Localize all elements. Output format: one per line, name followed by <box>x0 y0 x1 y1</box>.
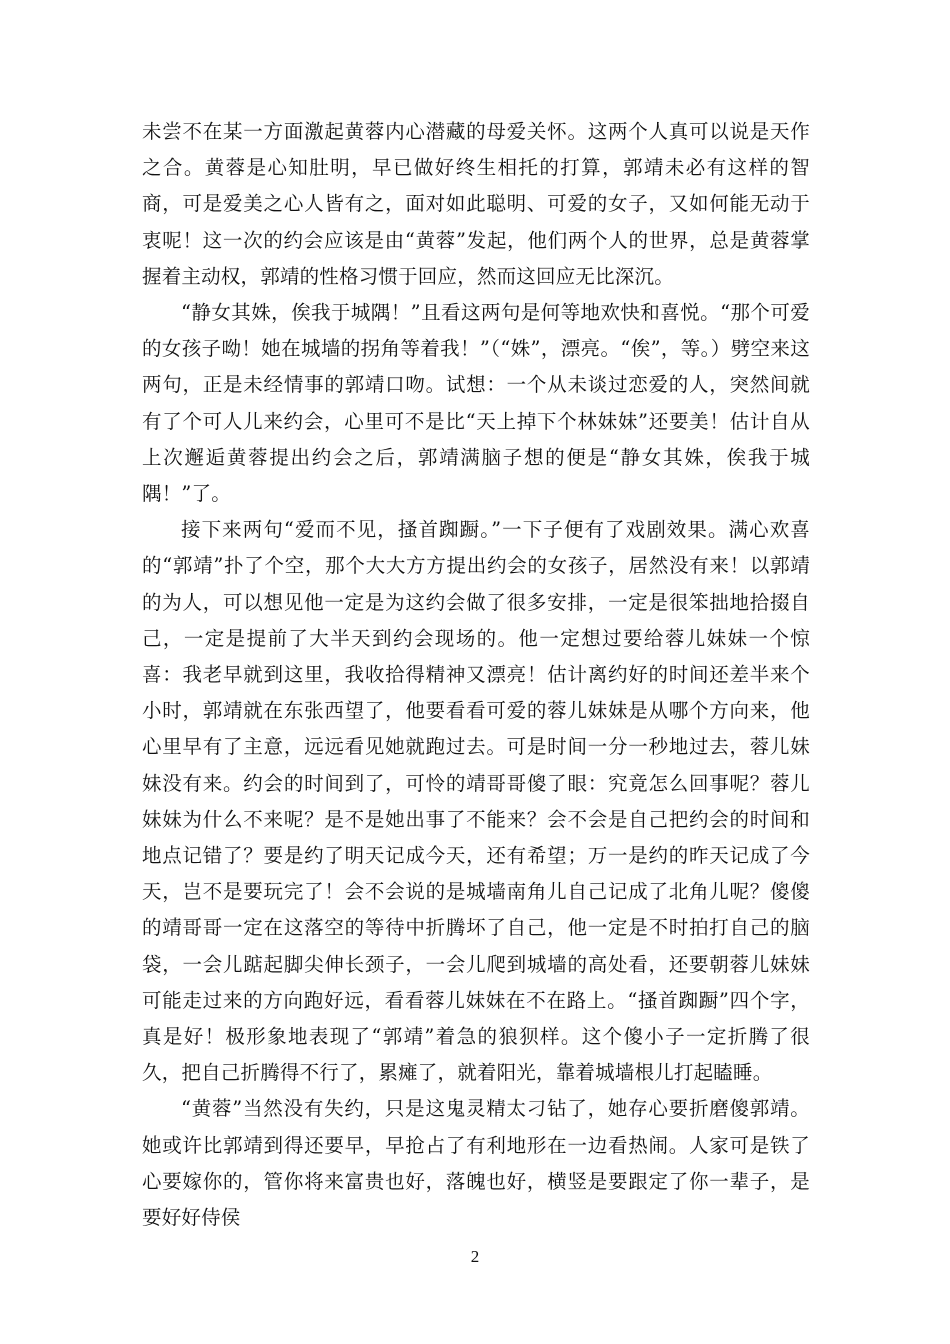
page-number: 2 <box>470 1247 480 1266</box>
paragraph-3: 接下来两句“爱而不见，搔首踟蹰。”一下子便有了戏剧效果。满心欢喜的“郭靖”扑了个空，那个大大方方提出约会的女孩子，居然没有来！以郭靖的为人，可以想见他一定是为这约会做了很多安排，一定是很笨拙地拾掇自己，一定是提前了大半天到约会现场的。他一定想过要给蓉儿妹妹一个惊喜：我老早就到这里，我收拾得精神又漂亮！估计离约好的时间还差半来个小时，郭靖就在东张西望了，他要看看可爱的蓉儿妹妹是从哪个方向来，他心里早有了主意，远远看见她就跑过去。可是时间一分一秒地过去，蓉儿妹妹没有来。约会的时间到了，可怜的靖哥哥傻了眼：究竟怎么回事呢？蓉儿妹妹为什么不来呢？是不是她出事了不能来？会不会是自己把约会的时间和地点记错了？要是约了明天记成今天，还有希望；万一是约的昨天记成了今天，岂不是要玩完了！会不会说的是城墙南角儿自己记成了北角儿呢？傻傻的靖哥哥一定在这落空的等待中折腾坏了自己，他一定是不时拍打自己的脑袋，一会儿踮起脚尖伸长颈子，一会儿爬到城墙的高处看，还要朝蓉儿妹妹可能走过来的方向跑好远，看看蓉儿妹妹在不在路上。“搔首踟蹰”四个字，真是好！极形象地表现了“郭靖”着急的狼狈样。这个傻小子一定折腾了很久，把自己折腾得不行了，累瘫了，就着阳光，靠着城墙根儿打起瞌睡。 <box>142 518 810 1085</box>
paragraph-4: “黄蓉”当然没有失约，只是这鬼灵精太刁钻了，她存心要折磨傻郭靖。她或许比郭靖到得还要早，早抢占了有利地形在一边看热闹。人家可是铁了心要嫁你的，管你将来富贵也好，落魄也好，横竖是要跟定了你一辈子，是要好好侍侯 <box>142 1097 810 1230</box>
document-body <box>142 114 810 1236</box>
paragraph-2: “静女其姝，俟我于城隅！”且看这两句是何等地欢快和喜悦。“那个可爱的女孩子呦！她在城墙的拐角等着我！”（“姝”，漂亮。“俟”，等。）劈空来这两句，正是未经情事的郭靖口吻。试想：一个从未谈过恋爱的人，突然间就有了个可人儿来约会，心里可不是比“天上掉下个林妹妹”还要美！估计自从上次邂逅黄蓉提出约会之后，郭靖满脑子想的便是“静女其姝，俟我于城隅！”了。 <box>142 301 810 506</box>
paragraph-1: 未尝不在某一方面激起黄蓉内心潜藏的母爱关怀。这两个人真可以说是天作之合。黄蓉是心知肚明，早已做好终生相托的打算，郭靖未必有这样的智商，可是爱美之心人皆有之，面对如此聪明、可爱的女子，又如何能无动于衷呢！这一次的约会应该是由“黄蓉”发起，他们两个人的世界，总是黄蓉掌握着主动权，郭靖的性格习惯于回应，然而这回应无比深沉。 <box>142 120 810 288</box>
